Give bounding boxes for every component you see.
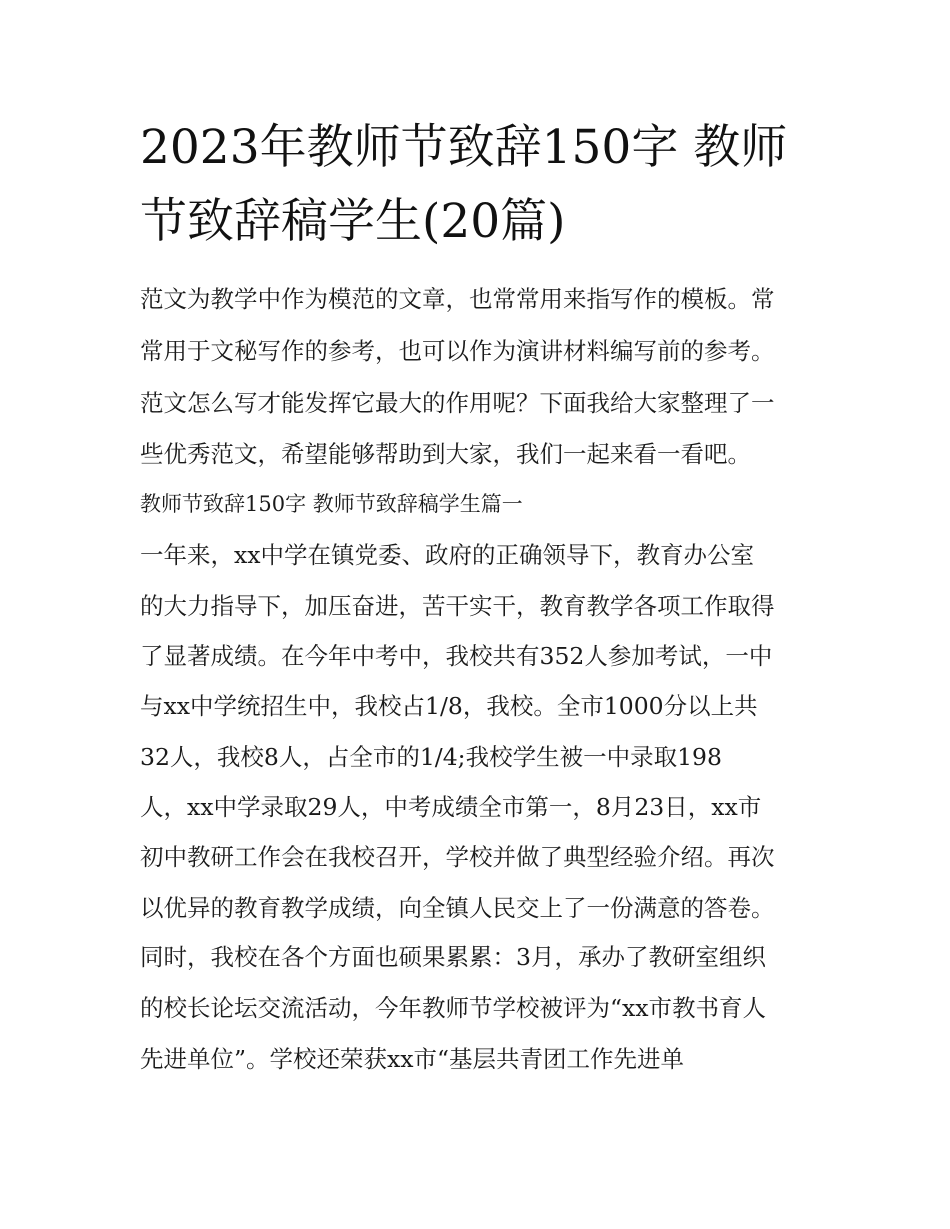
- body-line-9: 同时，我校在各个方面也硕果累累：3月，承办了教研室组织: [140, 943, 766, 971]
- body-line-7: 初中教研工作会在我校召开，学校并做了典型经验介绍。再次: [140, 843, 775, 871]
- body-line-10: 的校长论坛交流活动，今年教师节学校被评为“xx市教书育人: [140, 994, 767, 1022]
- body-line-2: 的大力指导下，加压奋进，苦干实干，教育教学各项工作取得: [140, 592, 775, 620]
- section-heading: 教师节致辞150字 教师节致辞稿学生篇一: [140, 492, 523, 516]
- intro-line-4: 些优秀范文，希望能够帮助到大家，我们一起来看一看吧。: [140, 440, 751, 468]
- body-line-6: 人，xx中学录取29人，中考成绩全市第一，8月23日，xx市: [140, 793, 762, 821]
- intro-line-1: 范文为教学中作为模范的文章，也常常用来指写作的模板。常: [140, 285, 775, 313]
- document-title-line-2: 节致辞稿学生(20篇): [140, 194, 566, 249]
- body-line-4: 与xx中学统招生中，我校占1/8，我校。全市1000分以上共: [140, 692, 758, 720]
- body-line-5: 32人，我校8人，占全市的1/4;我校学生被一中录取198: [140, 743, 722, 771]
- document-title-line-1: 2023年教师节致辞150字 教师: [140, 120, 788, 175]
- body-line-3: 了显著成绩。在今年中考中，我校共有352人参加考试，一中: [140, 642, 773, 670]
- intro-line-2: 常用于文秘写作的参考，也可以作为演讲材料编写前的参考。: [140, 337, 775, 365]
- intro-line-3: 范文怎么写才能发挥它最大的作用呢？下面我给大家整理了一: [140, 389, 775, 417]
- body-line-1: 一年来，xx中学在镇党委、政府的正确领导下，教育办公室: [140, 541, 755, 569]
- body-line-8: 以优异的教育教学成绩，向全镇人民交上了一份满意的答卷。: [140, 894, 775, 922]
- body-line-11: 先进单位”。学校还荣获xx市“基层共青团工作先进单: [140, 1045, 685, 1073]
